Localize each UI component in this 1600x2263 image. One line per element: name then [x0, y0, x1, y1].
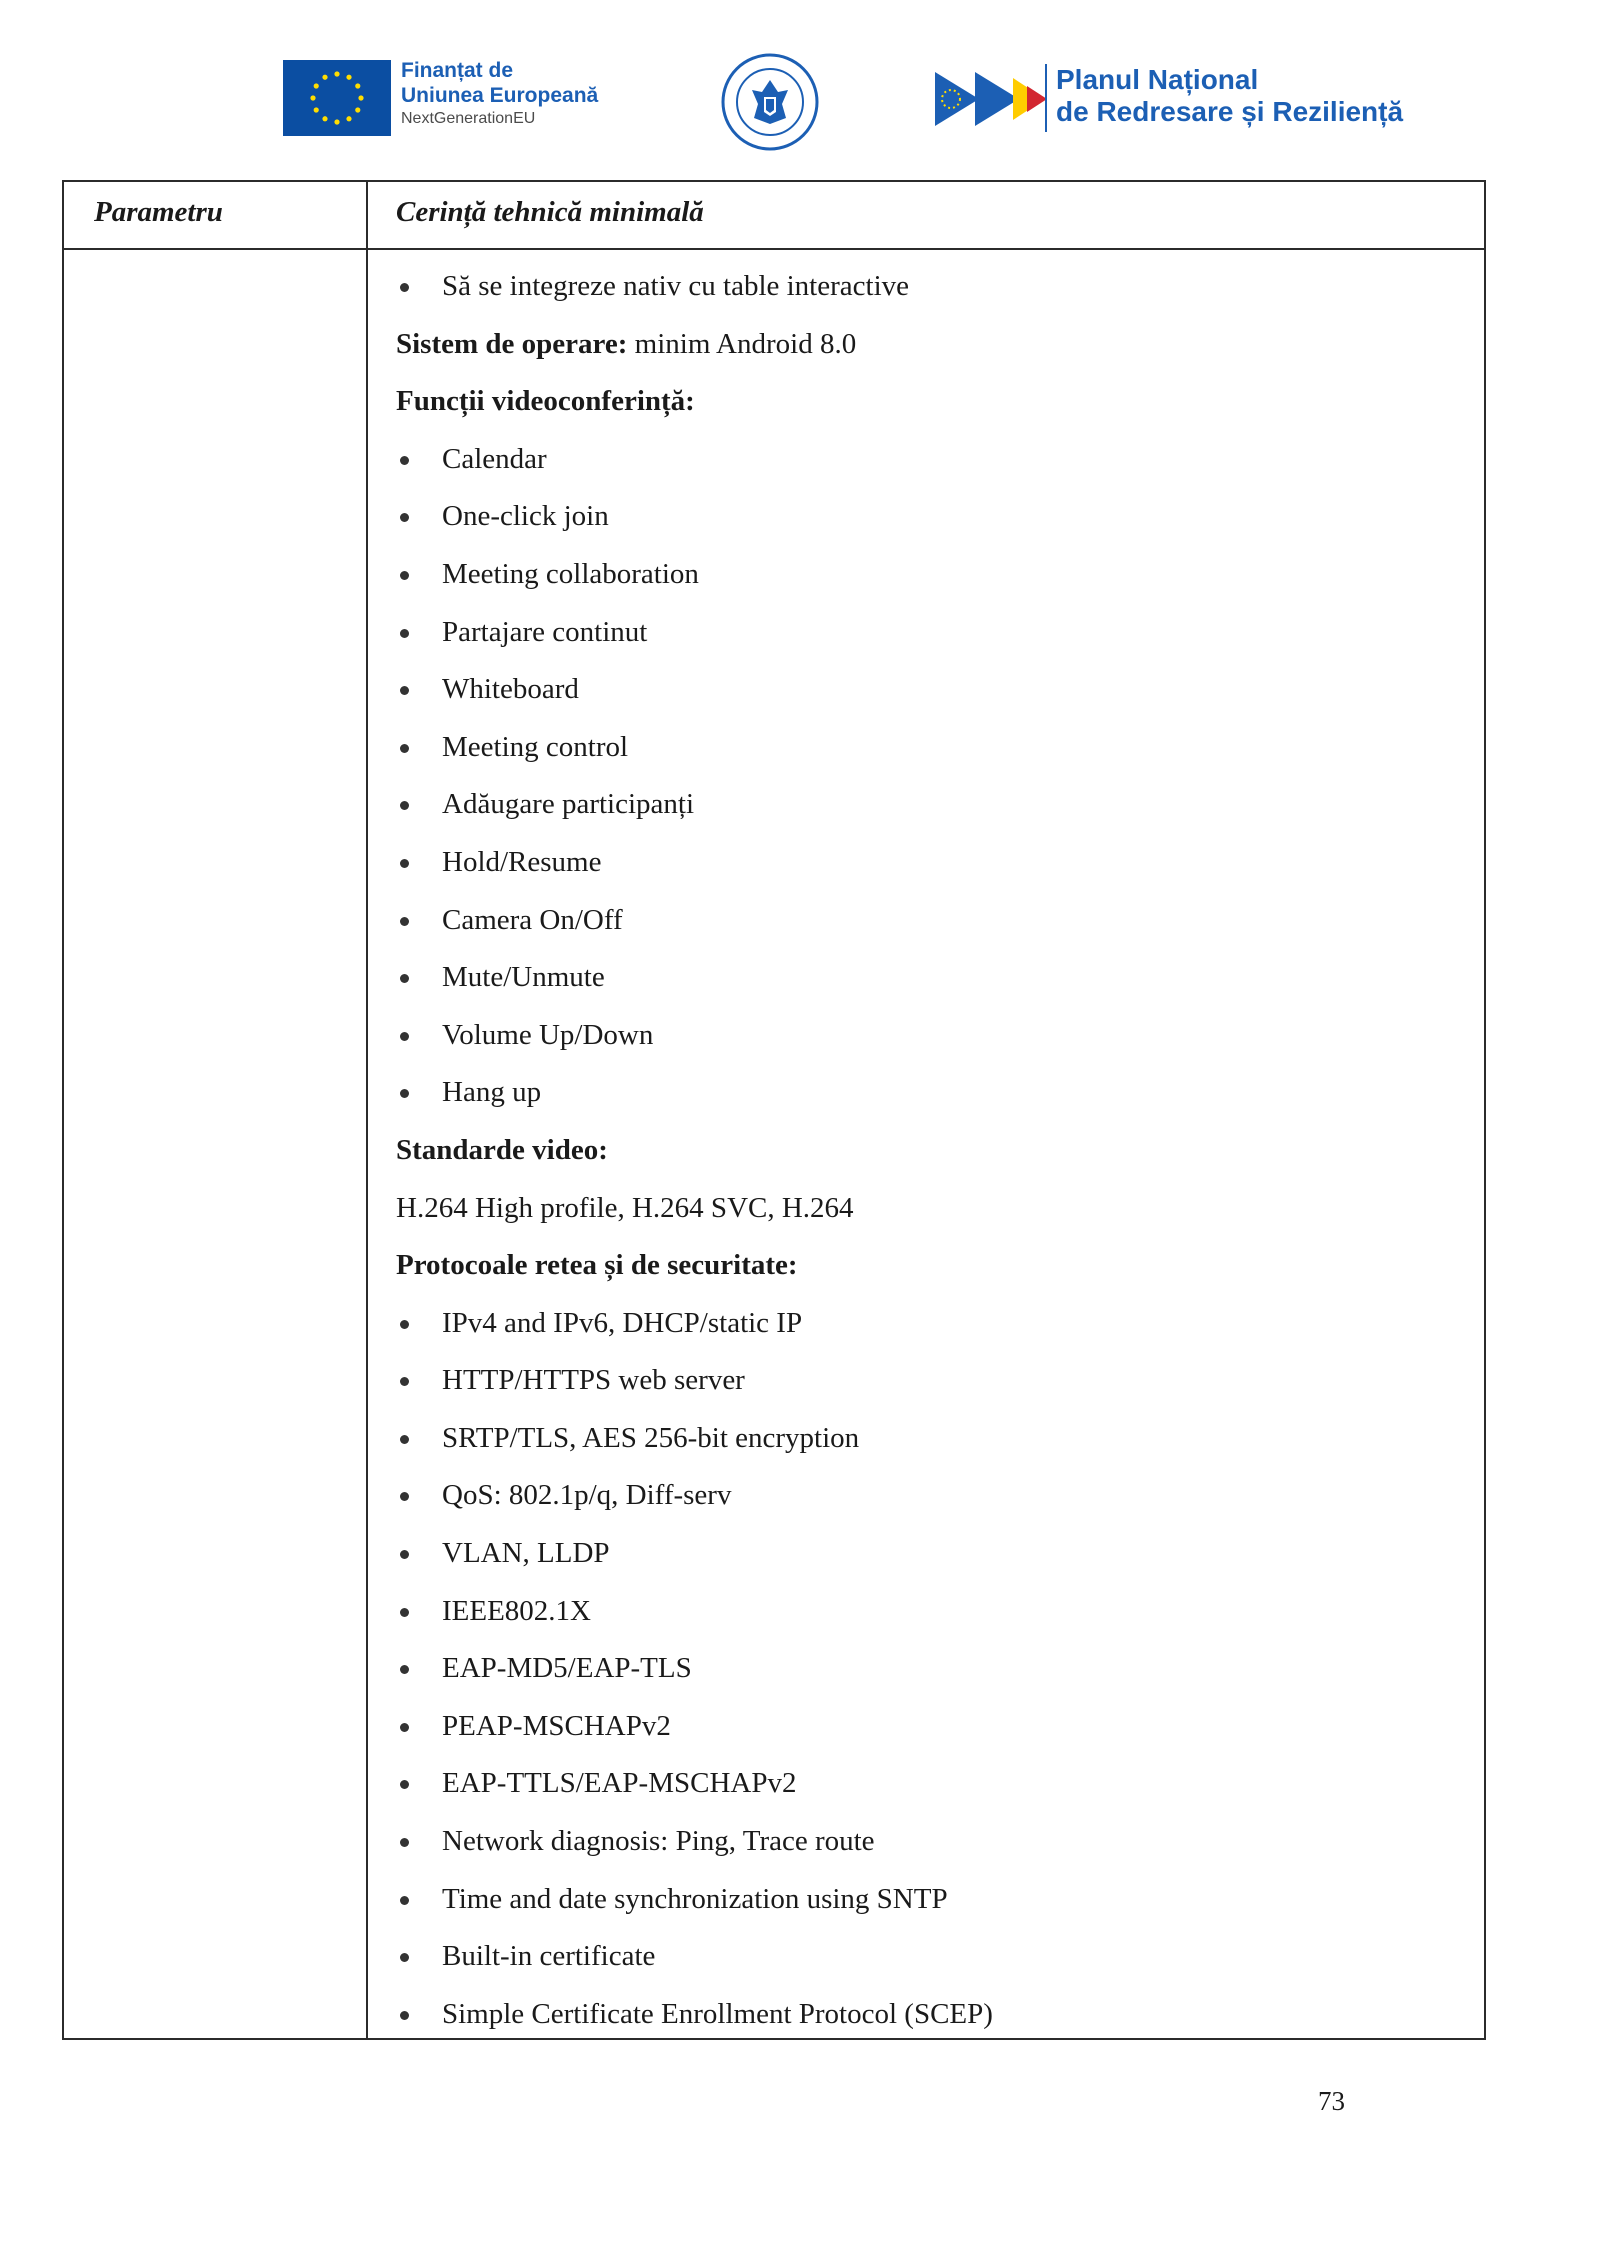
list-item	[392, 1755, 1462, 1813]
list-item	[392, 546, 1462, 604]
list-item	[392, 834, 1462, 892]
bullet-icon	[400, 917, 409, 926]
bullet-icon	[400, 859, 409, 868]
row-text: Protocoale retea și de securitate:	[396, 1249, 798, 1282]
eu-star-icon	[355, 83, 360, 88]
list-item	[392, 1007, 1462, 1065]
pnrr-arrow-icon	[935, 64, 1055, 134]
pnrr-line-1: Planul Național	[1056, 64, 1259, 95]
row-text: Mute/Unmute	[442, 961, 605, 994]
eu-funding-logo-text	[401, 58, 598, 130]
bullet-icon	[400, 1492, 409, 1501]
row-text: Time and date synchronization using SNTP	[442, 1882, 948, 1915]
eu-star-icon	[322, 116, 327, 121]
row-label: Sistem de operare:	[396, 327, 628, 360]
bullet-icon	[400, 1780, 409, 1789]
bullet-icon	[400, 629, 409, 638]
row-text: H.264 High profile, H.264 SVC, H.264	[396, 1191, 854, 1224]
list-item	[392, 1064, 1462, 1122]
row-text: SRTP/TLS, AES 256-bit encryption	[442, 1421, 860, 1454]
eu-star-icon	[334, 119, 339, 124]
list-item	[392, 776, 1462, 834]
list-item	[392, 1583, 1462, 1641]
eu-star-icon	[346, 116, 351, 121]
list-item	[392, 431, 1462, 489]
list-item	[392, 488, 1462, 546]
page-header	[0, 52, 1600, 152]
bullet-icon	[400, 1838, 409, 1847]
row-text: QoS: 802.1p/q, Diff-serv	[442, 1479, 732, 1512]
row-text: HTTP/HTTPS web server	[442, 1364, 745, 1397]
row-text: EAP-MD5/EAP-TLS	[442, 1652, 692, 1685]
row-text: EAP-TTLS/EAP-MSCHAPv2	[442, 1767, 797, 1800]
row-text: IEEE802.1X	[442, 1594, 591, 1627]
eu-star-icon	[322, 75, 327, 80]
row-text: Built-in certificate	[442, 1940, 656, 1973]
row-text: Hang up	[442, 1076, 542, 1109]
list-item	[392, 1640, 1462, 1698]
list-item	[392, 1698, 1462, 1756]
requirements-table	[62, 180, 1486, 2040]
list-item	[392, 604, 1462, 662]
row-text: One-click join	[442, 500, 609, 533]
list-item	[392, 1410, 1462, 1468]
page-number: 73	[1318, 2086, 1345, 2116]
list-item	[392, 1986, 1462, 2044]
row-text: VLAN, LLDP	[442, 1537, 610, 1570]
bullet-icon	[400, 1320, 409, 1329]
row-text: Volume Up/Down	[442, 1018, 654, 1051]
bullet-icon	[400, 744, 409, 753]
bullet-icon	[400, 1435, 409, 1444]
list-item	[392, 1525, 1462, 1583]
pnrr-logo-text	[1056, 64, 1403, 128]
row-text: Partajare continut	[442, 615, 648, 648]
list-item	[392, 1295, 1462, 1353]
eu-star-icon	[346, 75, 351, 80]
row-text: Simple Certificate Enrollment Protocol (SCEP)	[442, 1997, 993, 2030]
row-text: Meeting control	[442, 730, 629, 763]
bullet-icon	[400, 283, 409, 292]
government-seal-icon	[720, 52, 820, 152]
bullet-icon	[400, 1896, 409, 1905]
text-line	[392, 1180, 1462, 1238]
bullet-icon	[400, 1953, 409, 1962]
list-item	[392, 661, 1462, 719]
bullet-icon	[400, 456, 409, 465]
eu-star-icon	[358, 95, 363, 100]
bullet-icon	[400, 1550, 409, 1559]
section-heading	[392, 373, 1462, 431]
row-text: Calendar	[442, 442, 547, 475]
row-text: Network diagnosis: Ping, Trace route	[442, 1825, 875, 1858]
eu-line-1: Finanțat de	[401, 59, 514, 82]
section-heading	[392, 1237, 1462, 1295]
bullet-icon	[400, 801, 409, 810]
eu-star-icon	[314, 107, 319, 112]
row-text	[396, 316, 856, 374]
list-item	[392, 949, 1462, 1007]
row-text: Funcții videoconferință:	[396, 385, 695, 418]
bullet-icon	[400, 2011, 409, 2020]
row-text: Meeting collaboration	[442, 557, 699, 590]
eu-line-3: NextGenerationEU	[401, 110, 536, 127]
row-text: Hold/Resume	[442, 845, 602, 878]
row-text: Să se integreze nativ cu table interactive	[442, 270, 910, 302]
bullet-icon	[400, 1723, 409, 1732]
text-line	[392, 316, 1462, 374]
column-header-requirement: Cerință tehnică minimală	[396, 196, 704, 228]
row-value: minim Android 8.0	[627, 327, 857, 360]
row-text: Whiteboard	[442, 673, 579, 706]
row-text: Standarde video:	[396, 1133, 608, 1166]
list-item	[392, 1352, 1462, 1410]
bullet-icon	[400, 1665, 409, 1674]
row-text: IPv4 and IPv6, DHCP/static IP	[442, 1306, 803, 1339]
list-item	[392, 892, 1462, 950]
eu-star-icon	[334, 71, 339, 76]
bullet-icon	[400, 974, 409, 983]
column-divider	[366, 182, 368, 2038]
eu-star-icon	[355, 107, 360, 112]
bullet-icon	[400, 513, 409, 522]
list-item	[392, 1871, 1462, 1929]
eu-flag-icon	[283, 60, 391, 136]
requirements-cell	[392, 258, 1462, 2043]
bullet-icon	[400, 1089, 409, 1098]
section-heading	[392, 1122, 1462, 1180]
pnrr-line-2: de Redresare și Reziliență	[1056, 96, 1404, 127]
bullet-icon	[400, 571, 409, 580]
bullet-icon	[400, 1608, 409, 1617]
header-divider	[64, 248, 1484, 250]
list-item	[392, 719, 1462, 777]
row-text: PEAP-MSCHAPv2	[442, 1709, 671, 1742]
eu-star-icon	[310, 95, 315, 100]
column-header-parameter: Parametru	[94, 196, 223, 228]
list-item	[392, 1467, 1462, 1525]
row-text: Camera On/Off	[442, 903, 623, 936]
row-text: Adăugare participanți	[442, 788, 695, 821]
pnrr-divider	[1045, 64, 1047, 132]
list-item	[392, 258, 1462, 316]
list-item	[392, 1813, 1462, 1871]
bullet-icon	[400, 686, 409, 695]
bullet-icon	[400, 1377, 409, 1386]
eu-line-2: Uniunea Europeană	[401, 84, 599, 107]
eu-star-icon	[314, 83, 319, 88]
bullet-icon	[400, 1032, 409, 1041]
list-item	[392, 1928, 1462, 1986]
